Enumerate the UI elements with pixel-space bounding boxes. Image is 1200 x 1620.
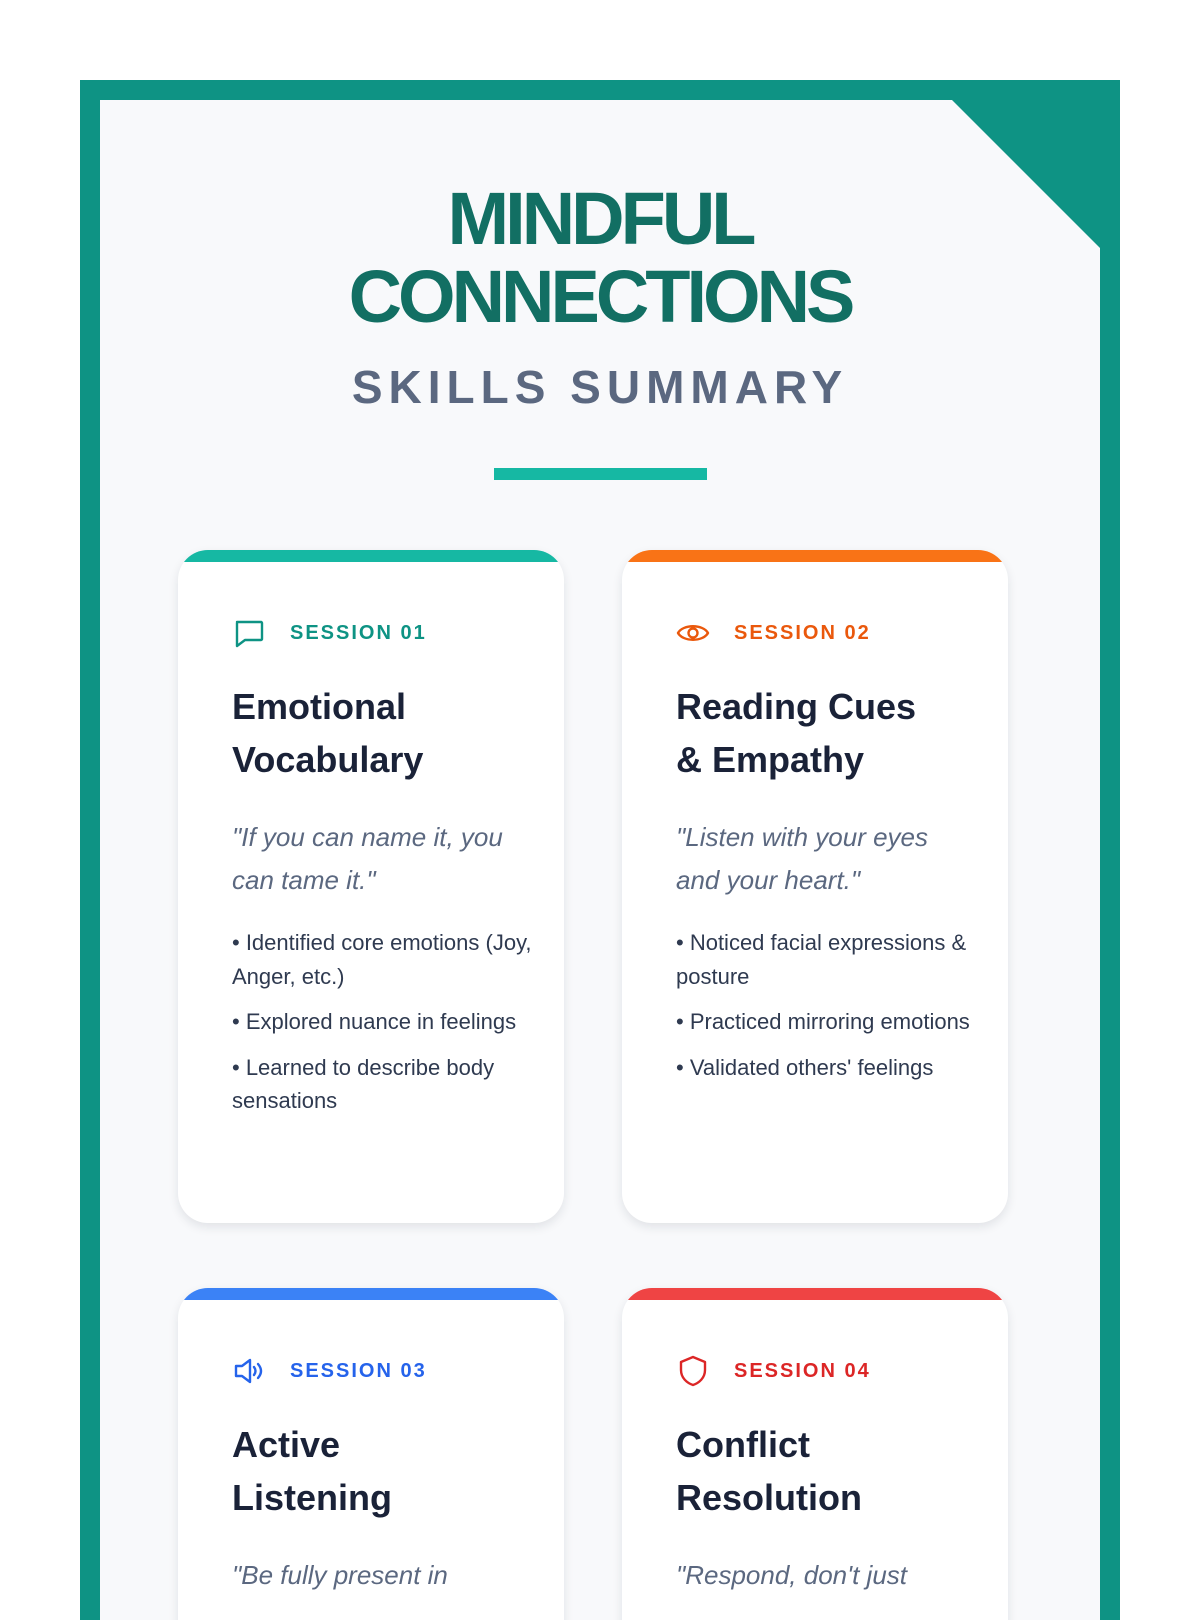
card-title-line-1: Conflict	[676, 1424, 810, 1465]
bullet-item: • Noticed facial expressions & posture	[676, 930, 967, 989]
shield-icon	[676, 1354, 710, 1388]
card-title-line-1: Emotional	[232, 686, 407, 727]
poster-frame	[80, 80, 1120, 1620]
bullet-item: • Identified core emotions (Joy, Anger, etc.)	[232, 930, 532, 989]
bullet-item: • Validated others' feelings	[676, 1054, 934, 1080]
card-title	[676, 680, 978, 786]
card-quote: "Be fully present in	[232, 1560, 448, 1590]
session-label: SESSION 03	[290, 1359, 427, 1382]
card-title	[232, 680, 534, 786]
bullet-item: • Learned to describe body sensations	[232, 1054, 495, 1113]
title-divider	[494, 468, 707, 480]
bullet-list	[232, 926, 534, 1118]
title-line-1: MINDFUL	[447, 177, 753, 260]
session-card-2	[622, 550, 1008, 1223]
bullet-item: • Explored nuance in feelings	[232, 1009, 517, 1034]
session-label: SESSION 04	[734, 1359, 871, 1382]
poster-header	[100, 177, 1100, 414]
poster-panel	[100, 100, 1100, 1620]
bullet-item: • Practiced mirroring emotions	[676, 1009, 970, 1034]
session-label: SESSION 01	[290, 621, 427, 644]
card-quote: "Respond, don't just	[676, 1560, 908, 1590]
chat-bubble-icon	[232, 616, 266, 650]
card-title-line-1: Reading Cues	[676, 686, 917, 727]
bullet-list	[676, 926, 978, 1084]
card-title-line-1: Active	[232, 1424, 341, 1465]
eye-icon	[676, 616, 710, 650]
card-quote: "Listen with your eyes and your heart."	[676, 822, 929, 895]
session-label: SESSION 02	[734, 621, 871, 644]
card-title	[676, 1418, 978, 1524]
session-card-1	[178, 550, 564, 1223]
session-card-4	[622, 1288, 1008, 1620]
card-title-line-2: Listening	[232, 1477, 392, 1518]
card-title-line-2: Vocabulary	[232, 739, 424, 780]
card-title-line-2: Resolution	[676, 1477, 862, 1518]
subtitle: SKILLS SUMMARY	[351, 361, 849, 413]
title-line-2: CONNECTIONS	[348, 255, 852, 338]
speaker-icon	[232, 1354, 266, 1388]
session-card-3	[178, 1288, 564, 1620]
card-title	[232, 1418, 534, 1524]
card-quote: "If you can name it, you can tame it."	[232, 822, 503, 895]
card-title-line-2: & Empathy	[676, 739, 865, 780]
